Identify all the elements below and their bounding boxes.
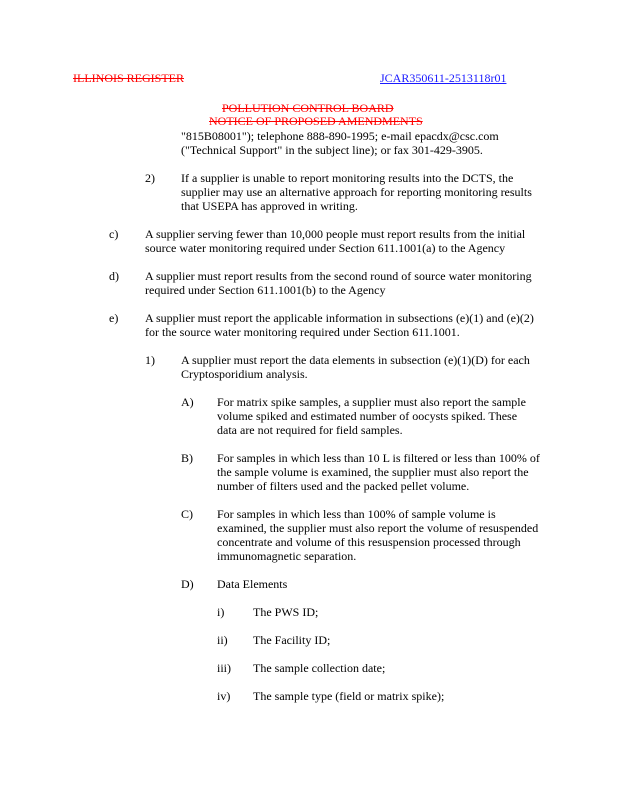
- item-B-line-3: number of filters used and the packed pellet volume.: [217, 479, 470, 493]
- item-e1-label: 1): [145, 353, 155, 367]
- item-D-label: D): [181, 577, 194, 591]
- item-C-line-3: concentrate and volume of this resuspension processed through: [217, 535, 521, 549]
- item-ii-label: ii): [217, 633, 228, 647]
- item-2-line-1: If a supplier is unable to report monitoring results into the DCTS, the: [181, 171, 514, 185]
- subsection-d-line-1: A supplier must report results from the second round of source water monitoring: [145, 269, 532, 283]
- item-C-line-1: For samples in which less than 100% of sample volume is: [217, 507, 496, 521]
- item-B-line-2: the sample volume is examined, the supplier must also report the: [217, 465, 529, 479]
- item-e1-line-2: Cryptosporidium analysis.: [181, 367, 308, 381]
- item-B-label: B): [181, 451, 193, 465]
- item-iv-label: iv): [217, 689, 231, 703]
- item-C-line-4: immunomagnetic separation.: [217, 549, 357, 563]
- subsection-e-label: e): [109, 311, 119, 325]
- subsection-d-line-2: required under Section 611.1001(b) to the Agency: [145, 283, 386, 297]
- item-iii-label: iii): [217, 661, 231, 675]
- notice-title: NOTICE OF PROPOSED AMENDMENTS: [209, 114, 423, 128]
- register-title: ILLINOIS REGISTER: [73, 71, 184, 85]
- item-iii-text: The sample collection date;: [253, 661, 386, 675]
- continuation-line-2: ("Technical Support" in the subject line); or fax 301-429-3905.: [181, 143, 483, 157]
- subsection-c-line-1: A supplier serving fewer than 10,000 people must report results from the initial: [145, 227, 526, 241]
- board-name: POLLUTION CONTROL BOARD: [222, 101, 394, 115]
- subsection-e-line-2: for the source water monitoring required under Section 611.1001.: [145, 325, 460, 339]
- item-C-label: C): [181, 507, 193, 521]
- document-code: JCAR350611-2513118r01: [380, 71, 507, 85]
- item-ii-text: The Facility ID;: [253, 633, 331, 647]
- item-A-line-3: data are not required for field samples.: [217, 423, 403, 437]
- item-2-line-3: that USEPA has approved in writing.: [181, 199, 358, 213]
- item-D-line-1: Data Elements: [217, 577, 288, 591]
- subsection-c-line-2: source water monitoring required under Section 611.1001(a) to the Agency: [145, 241, 506, 255]
- item-2-label: 2): [145, 171, 155, 185]
- item-B-line-1: For samples in which less than 10 L is filtered or less than 100% of: [217, 451, 540, 465]
- subsection-d-label: d): [109, 269, 119, 283]
- item-2-line-2: supplier may use an alternative approach for reporting monitoring results: [181, 185, 532, 199]
- item-i-text: The PWS ID;: [253, 605, 319, 619]
- item-i-label: i): [217, 605, 225, 619]
- item-A-line-1: For matrix spike samples, a supplier must also report the sample: [217, 395, 526, 409]
- continuation-line-1: "815B08001"); telephone 888-890-1995; e-mail epacdx@csc.com: [181, 129, 499, 143]
- item-iv-text: The sample type (field or matrix spike);: [253, 689, 445, 703]
- item-A-label: A): [181, 395, 194, 409]
- item-e1-line-1: A supplier must report the data elements in subsection (e)(1)(D) for each: [181, 353, 530, 367]
- item-C-line-2: examined, the supplier must also report the volume of resuspended: [217, 521, 539, 535]
- subsection-c-label: c): [109, 227, 119, 241]
- subsection-e-line-1: A supplier must report the applicable information in subsections (e)(1) and (e)(2): [145, 311, 534, 325]
- item-A-line-2: volume spiked and estimated number of oocysts spiked. These: [217, 409, 518, 423]
